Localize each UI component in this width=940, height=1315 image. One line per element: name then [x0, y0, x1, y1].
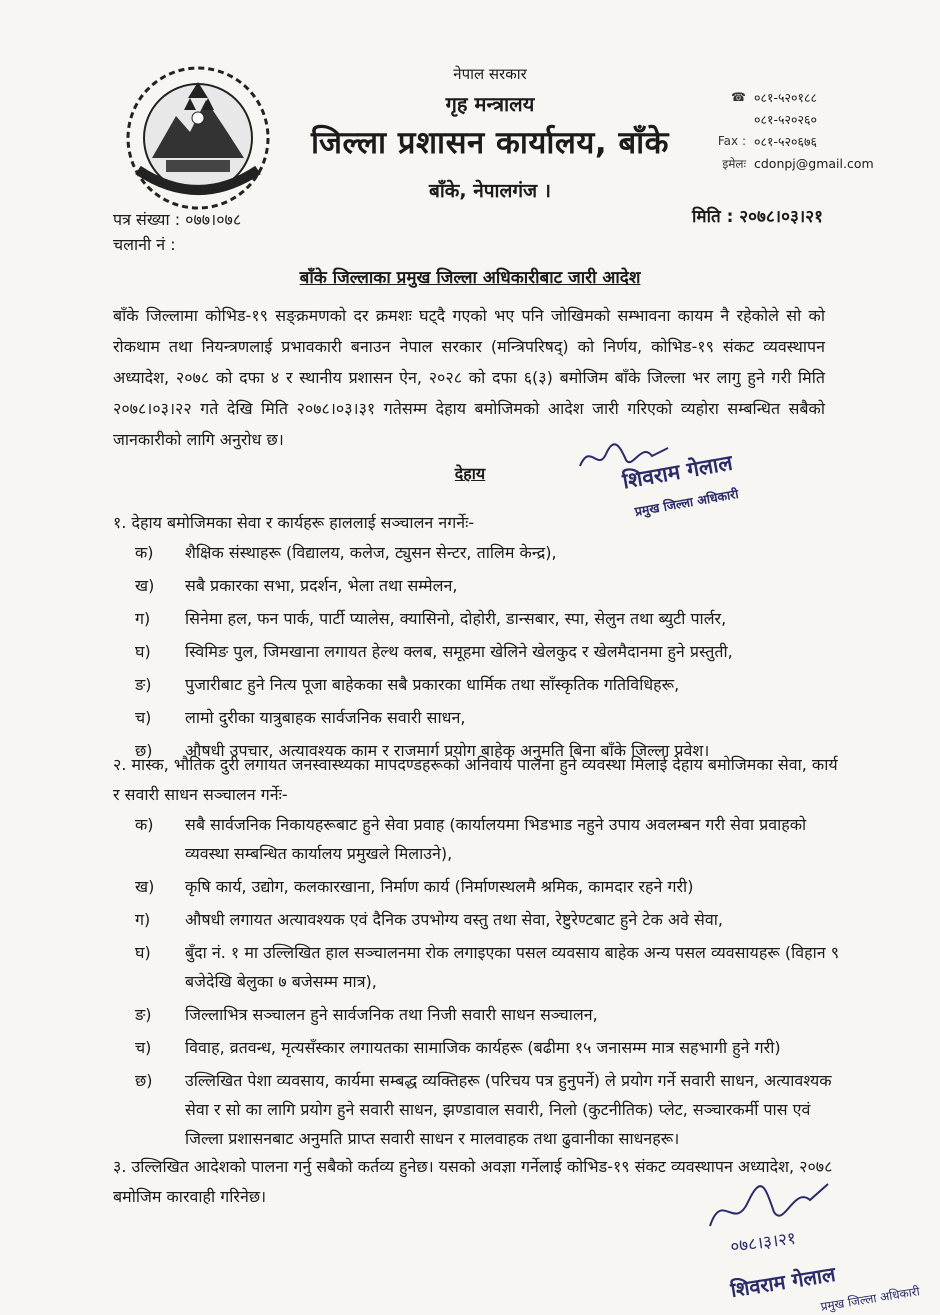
- section-2-item: [113, 1066, 843, 1153]
- office-name: जिल्ला प्रशासन कार्यालय, बाँके: [310, 125, 669, 161]
- nepal-emblem-icon: [118, 60, 278, 220]
- section-1-item-marker: ख): [135, 576, 155, 595]
- section-1-item-marker: ग): [135, 609, 151, 628]
- section-1-item-text: औषधी उपचार, अत्यावश्यक काम र राजमार्ग प्रयोग बाहेक अनुमति बिना बाँके जिल्ला प्रवेश।: [185, 741, 710, 760]
- ministry-name: गृह मन्त्रालय: [445, 92, 535, 116]
- section-1-item: [113, 637, 833, 666]
- section-2-item-text: औषधी लगायत अत्यावश्यक एवं दैनिक उपभोग्य वस्तु तथा सेवा, रेष्टुरेण्टबाट हुने टेक अवे सेवा,: [185, 910, 723, 929]
- section-2-title: २. मास्क, भौतिक दुरी लगायत जनस्वास्थ्यका मापदण्डहरूको अनिवार्य पालना हुने व्यवस्था मिलाई देहाय बमोजिमका सेवा, कार्य र सवारी साधन सञ्चालन गर्नेः-: [113, 755, 838, 804]
- section-2-item-marker: ग): [135, 910, 151, 929]
- section-1-item: [113, 703, 833, 732]
- section-heading: देहाय: [454, 464, 486, 483]
- government-name: नेपाल सरकार: [453, 65, 527, 83]
- email-row: [690, 152, 890, 174]
- signature-date: ०७८।३।२१: [729, 1228, 798, 1258]
- dispatch-number: चलानी नं :: [113, 235, 176, 254]
- signature-icon: [700, 1176, 840, 1236]
- section-2-item-text: विवाह, व्रतवन्ध, मृत्यसँस्कार लगायतका सामाजिक कार्यहरू (बढीमा १५ जनासम्म मात्र सहभागी हुने गरी): [185, 1038, 781, 1057]
- office-address: बाँके, नेपालगंज ।: [429, 180, 551, 202]
- section-1-item-text: लामो दुरीका यात्रुबाहक सार्वजनिक सवारी साधन,: [185, 708, 466, 727]
- section-1-item-marker: ङ): [135, 675, 152, 694]
- phone-row-2: [690, 108, 890, 130]
- fax-label: Fax :: [717, 134, 746, 148]
- section-1: [113, 508, 833, 765]
- section-2-item-text: उल्लिखित पेशा व्यवसाय, कार्यमा सम्बद्ध व्यक्तिहरू (परिचय पत्र हुनुपर्ने) ले प्रयोग गर्ने सवारी साधन, अत्यावश्यक सेवा र सो का लागि प्रयोग हुने सवारी साधन, झण्डावाल सवारी, निलो (कुटनीतिक) प्लेट, सञ्चारकर्मी पास एवं जिल्ला प्रशासनबाट अनुमति प्राप्त सवारी साधन र मालवाहक तथा ढुवानीका साधनहरू।: [185, 1071, 832, 1148]
- intro-paragraph: बाँके जिल्लामा कोभिड-१९ सङ्क्रमणको दर क्रमशः घट्दै गएको भए पनि जोखिमको सम्भावना कायम नै रहेकोले सो को रोकथाम तथा नियन्त्रणलाई प्रभावकारी बनाउन नेपाल सरकार (मन्त्रिपरिषद्) को निर्णय, कोभिड-१९ संकट व्यवस्थापन अध्यादेश, २०७८ को दफा ४ र स्थानीय प्रशासन ऐन, २०२८ को दफा ६(३) बमोजिम बाँके जिल्ला भर लागु हुने गरी मिति २०७८।०३।२२ गते देखि मिति २०७८।०३।३१ गतेसम्म देहाय बमोजिमको आदेश जारी गरिएको व्यहोरा सम्बन्धित सबैको जानकारीको लागि अनुरोध छ।: [113, 306, 825, 449]
- section-1-item-marker: क): [135, 543, 154, 562]
- section-2-item-text: बुँदा नं. १ मा उल्लिखित हाल सञ्चालनमा रोक लगाइएका पसल व्यवसाय बाहेक अन्य पसल व्यवसायहरू (विहान ९ बजेदेखि बेलुका ७ बजेसम्म मात्र),: [185, 943, 840, 991]
- letterhead: [300, 64, 680, 203]
- phone-number-1: ०८१-५२०१८८: [754, 89, 818, 105]
- contact-block: [690, 86, 890, 174]
- fax-row: [690, 130, 890, 152]
- stamp-name: शिवराम गेलाल: [620, 450, 735, 494]
- reference-block: [113, 207, 241, 257]
- letter-date: मिति : २०७८।०३।२१: [692, 207, 823, 227]
- signature-block: [690, 1176, 921, 1314]
- section-1-item-marker: च): [135, 708, 152, 727]
- section-2-item: [113, 810, 843, 868]
- section-2-item: [113, 905, 843, 934]
- section-1-title: १. देहाय बमोजिमका सेवा र कार्यहरू हाललाई सञ्चालन नगर्नेः-: [113, 513, 475, 532]
- section-1-list: [113, 538, 833, 765]
- email-address: cdonpj@gmail.com: [754, 155, 874, 171]
- section-2-item-marker: ङ): [135, 1005, 152, 1024]
- section-2-item: [113, 938, 843, 996]
- section-1-item: [113, 571, 833, 600]
- section-2-item-marker: घ): [135, 943, 151, 962]
- section-2-item-marker: ख): [135, 877, 155, 896]
- section-1-item-text: शैक्षिक संस्थाहरू (विद्यालय, कलेज, ट्युसन सेन्टर, तालिम केन्द्र),: [185, 543, 557, 562]
- section-2-item: [113, 1033, 843, 1062]
- phone-icon: ☎: [731, 90, 746, 104]
- section-2-item-text: जिल्लाभित्र सञ्चालन हुने सार्वजनिक तथा निजी सवारी साधन सञ्चालन,: [185, 1005, 598, 1024]
- signature-name: शिवराम गेलाल: [728, 1261, 838, 1303]
- section-1-item: [113, 604, 833, 633]
- section-1-item-text: स्विमिङ पुल, जिमखाना लगायत हेल्थ क्लब, समूहमा खेलिने खेलकुद र खेलमैदानमा हुने प्रस्तुती,: [185, 642, 733, 661]
- signature-designation: प्रमुख जिल्ला अधिकारी: [819, 1284, 921, 1314]
- letter-number: पत्र संख्या : ०७७।०७८: [113, 210, 242, 229]
- section-2-list: [113, 810, 843, 1153]
- section-1-item: [113, 538, 833, 567]
- section-1-item-marker: छ): [135, 741, 153, 760]
- section-2-item: [113, 1000, 843, 1029]
- section-1-item: [113, 670, 833, 699]
- section-2-item-text: सबै सार्वजनिक निकायहरूबाट हुने सेवा प्रवाह (कार्यालयमा भिडभाड नहुने उपाय अवलम्बन गरी सेवा प्रवाहको व्यवस्था सम्बन्धित कार्यालय प्रमुखले मिलाउने),: [185, 815, 807, 863]
- stamp-designation: प्रमुख जिल्ला अधिकारी: [633, 485, 740, 520]
- section-1-item-text: सबै प्रकारका सभा, प्रदर्शन, भेला तथा सम्मेलन,: [185, 576, 458, 595]
- section-2-item-marker: क): [135, 815, 154, 834]
- document-title: बाँके जिल्लाका प्रमुख जिल्ला अधिकारीबाट जारी आदेश: [299, 268, 641, 288]
- section-1-item-text: सिनेमा हल, फन पार्क, पार्टी प्यालेस, क्यासिनो, दोहोरी, डान्सबार, स्पा, सेलुन तथा ब्युटी पार्लर,: [185, 609, 727, 628]
- section-2-item: [113, 872, 843, 901]
- section-2-item-text: कृषि कार्य, उद्योग, कलकारखाना, निर्माण कार्य (निर्माणस्थलमै श्रमिक, कामदार रहने गरी): [185, 877, 694, 896]
- section-2-item-marker: च): [135, 1038, 152, 1057]
- section-1-item-text: पुजारीबाट हुने नित्य पूजा बाहेकका सबै प्रकारका धार्मिक तथा साँस्कृतिक गतिविधिहरू,: [185, 675, 680, 694]
- phone-number-2: ०८१-५२०२६०: [754, 111, 818, 127]
- section-2: [113, 750, 843, 1153]
- section-1-item-marker: घ): [135, 642, 151, 661]
- section-3: ३. उल्लिखित आदेशको पालना गर्नु सबैको कर्तव्य हुनेछ। यसको अवज्ञा गर्नेलाई कोभिड-१९ संकट व्यवस्थापन अध्यादेश, २०७८ बमोजिम कारवाही गरिनेछ।: [113, 1157, 833, 1206]
- section-2-item-marker: छ): [135, 1071, 153, 1090]
- email-label: इमेलः: [722, 156, 746, 171]
- fax-number: ०८१-५२०६७६: [754, 133, 818, 149]
- phone-row-1: [690, 86, 890, 108]
